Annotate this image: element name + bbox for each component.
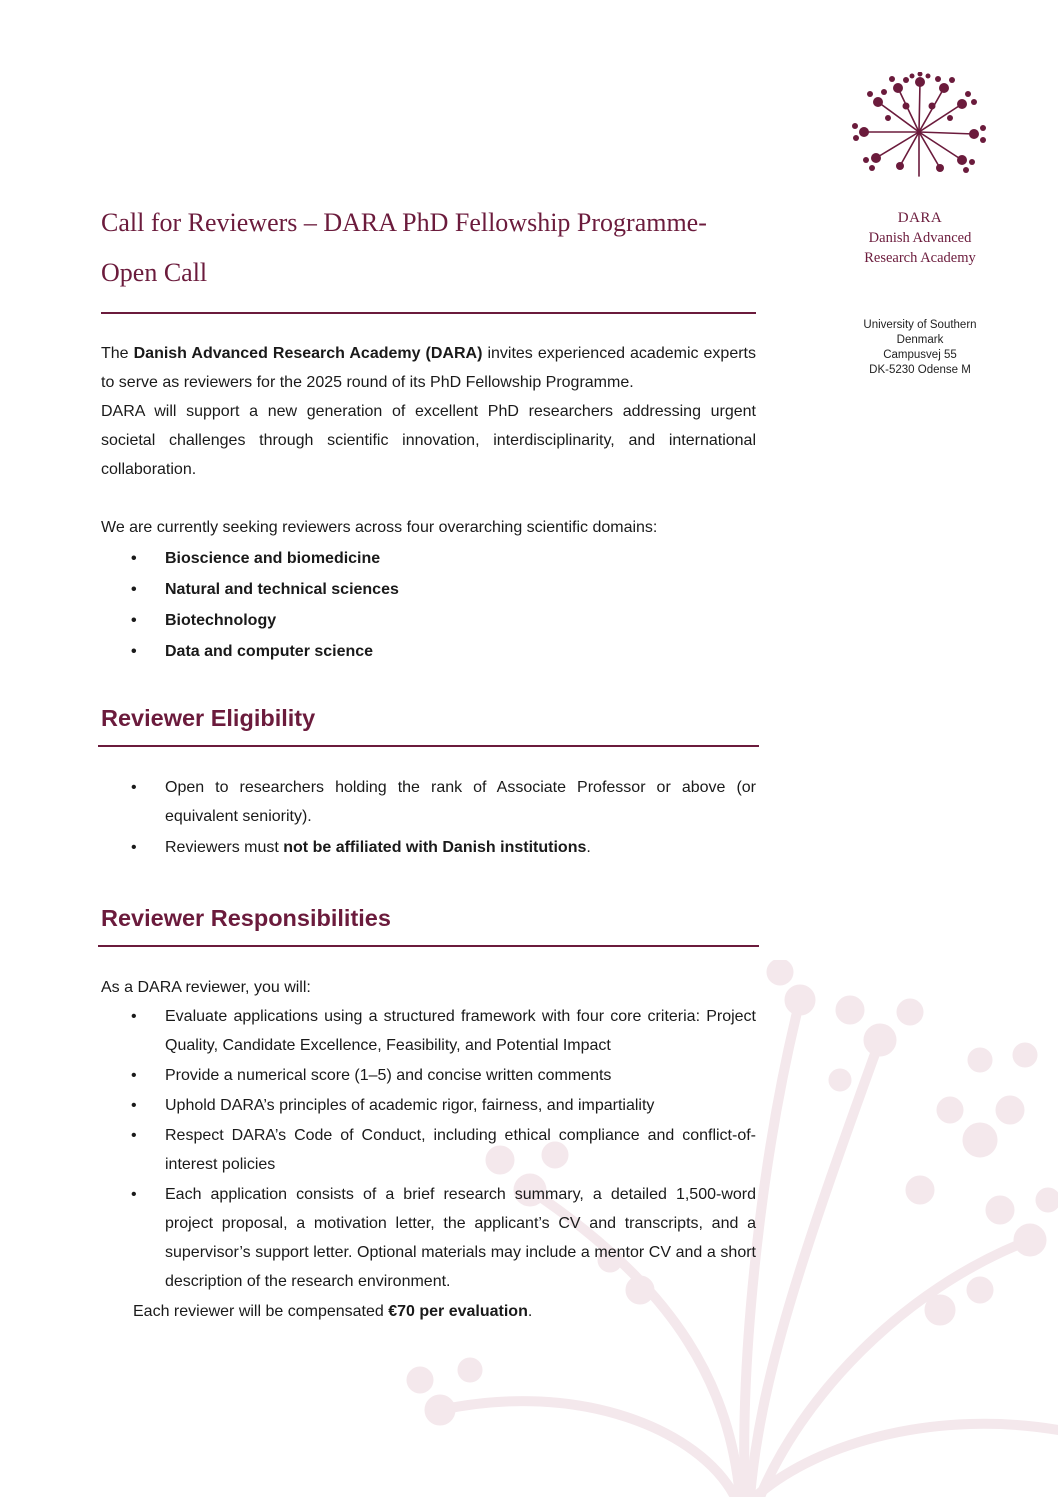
dara-logo-icon bbox=[848, 72, 990, 182]
bullet-icon: • bbox=[131, 839, 137, 856]
responsibilities-heading: Reviewer Responsibilities bbox=[101, 905, 391, 931]
eligibility-text: Open to researchers holding the rank of Associate Professor or above (or equivalent seniority). bbox=[165, 779, 756, 825]
bullet-icon: • bbox=[131, 643, 137, 660]
responsibility-text: Each application consists of a brief research summary, a detailed 1,500-word project proposal, a motivation letter, the applicant’s CV and transcripts, and a supervisor’s support letter. Optional materials may include a mentor CV and a short description of the research environment. bbox=[165, 1186, 756, 1290]
list-item bbox=[101, 1061, 756, 1090]
domain-label: Biotechnology bbox=[165, 612, 277, 629]
eligibility-divider bbox=[98, 745, 759, 747]
list-item bbox=[101, 1121, 756, 1179]
intro-text: invites experienced academic experts to serve as reviewers for the 2025 round of its PhD Fellowship Programme. bbox=[101, 345, 757, 391]
responsibility-text: Uphold DARA’s principles of academic rigor, fairness, and impartiality bbox=[165, 1097, 655, 1114]
domains-list bbox=[101, 543, 756, 667]
bullet-icon: • bbox=[131, 1186, 137, 1203]
responsibilities-lead: As a DARA reviewer, you will: bbox=[101, 979, 311, 996]
org-name-line-2: Research Academy bbox=[864, 250, 976, 266]
domain-label: Data and computer science bbox=[165, 643, 374, 660]
title-line-1: Call for Reviewers – DARA PhD Fellowship Programme- bbox=[101, 208, 707, 237]
document-title bbox=[101, 198, 756, 298]
intro-paragraph bbox=[101, 339, 756, 397]
list-item bbox=[101, 773, 756, 831]
list-item bbox=[101, 1180, 756, 1296]
bullet-icon: • bbox=[131, 1008, 137, 1025]
bullet-icon: • bbox=[131, 581, 137, 598]
address-line: University of Southern bbox=[863, 319, 977, 331]
responsibility-text: Respect DARA’s Code of Conduct, including ethical compliance and conflict-of-interest policies bbox=[165, 1127, 756, 1173]
list-item bbox=[101, 636, 756, 667]
compensation-note bbox=[101, 1297, 756, 1326]
list-item bbox=[101, 1002, 756, 1060]
bullet-icon: • bbox=[131, 550, 137, 567]
eligibility-list bbox=[101, 773, 756, 862]
org-name-line-1: Danish Advanced bbox=[868, 230, 972, 246]
mission-paragraph: DARA will support a new generation of excellent PhD researchers addressing urgent societal challenges through scientific innovation, interdisciplinarity, and international collaboration. bbox=[101, 403, 756, 478]
compensation-text: . bbox=[527, 1303, 533, 1320]
eligibility-text: . bbox=[586, 839, 591, 856]
title-line-2: Open Call bbox=[101, 258, 208, 287]
title-divider bbox=[101, 312, 756, 314]
domain-label: Natural and technical sciences bbox=[165, 581, 399, 598]
responsibility-text: Provide a numerical score (1–5) and concise written comments bbox=[165, 1067, 612, 1084]
intro-text: The bbox=[101, 345, 134, 362]
org-name-block bbox=[838, 208, 1002, 268]
bullet-icon: • bbox=[131, 1067, 137, 1084]
list-item bbox=[101, 605, 756, 636]
responsibilities-list bbox=[101, 1002, 756, 1296]
bullet-icon: • bbox=[131, 1127, 137, 1144]
responsibility-text: Evaluate applications using a structured framework with four core criteria: Project Quality, Candidate Excellence, Feasibility, and Potential Impact bbox=[165, 1008, 756, 1054]
responsibilities-divider bbox=[98, 945, 759, 947]
eligibility-heading: Reviewer Eligibility bbox=[101, 705, 316, 731]
compensation-text: Each reviewer will be compensated bbox=[133, 1303, 389, 1320]
bullet-icon: • bbox=[131, 779, 137, 796]
compensation-amount: €70 per evaluation bbox=[388, 1303, 528, 1320]
list-item bbox=[101, 1091, 756, 1120]
eligibility-bold-text: not be affiliated with Danish institutions bbox=[283, 839, 587, 856]
org-address bbox=[842, 318, 998, 378]
eligibility-text: Reviewers must bbox=[165, 839, 284, 856]
document-body bbox=[101, 198, 756, 1326]
address-line: DK-5230 Odense M bbox=[869, 364, 971, 376]
bullet-icon: • bbox=[131, 1097, 137, 1114]
list-item bbox=[101, 833, 756, 862]
list-item bbox=[101, 574, 756, 605]
org-abbreviation: DARA bbox=[897, 210, 943, 226]
domains-lead: We are currently seeking reviewers across four overarching scientific domains: bbox=[101, 519, 658, 536]
address-line: Denmark bbox=[896, 334, 944, 346]
org-full-name-bold: Danish Advanced Research Academy (DARA) bbox=[133, 345, 483, 362]
domain-label: Bioscience and biomedicine bbox=[165, 550, 381, 567]
list-item bbox=[101, 543, 756, 574]
address-line: Campusvej 55 bbox=[883, 349, 957, 361]
bullet-icon: • bbox=[131, 612, 137, 629]
